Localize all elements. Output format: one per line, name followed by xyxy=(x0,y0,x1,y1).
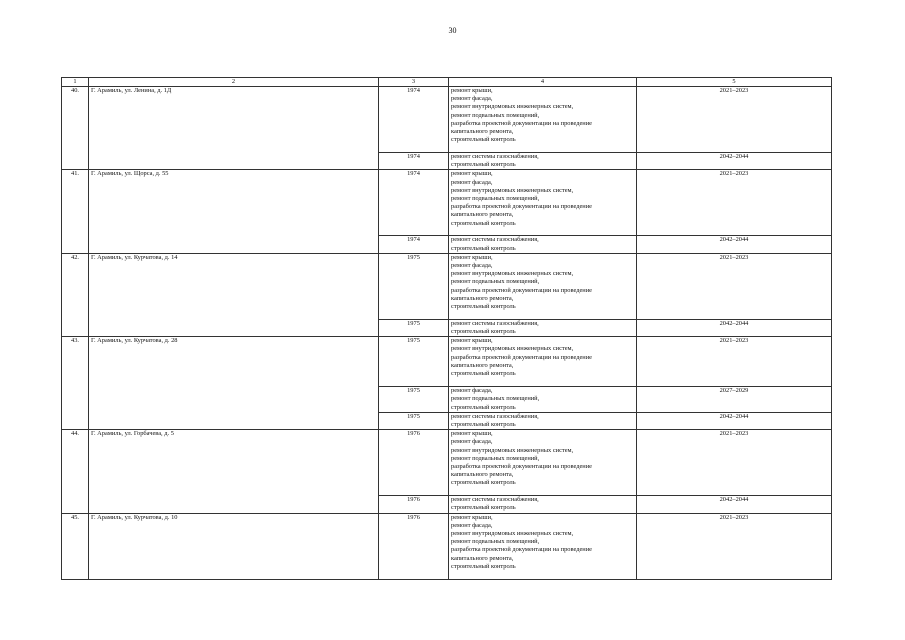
row-year: 1974 xyxy=(379,87,449,153)
work-item: ремонт внутридомовых инженерных систем, xyxy=(451,530,574,538)
table-row xyxy=(62,513,832,579)
row-address: Г. Арамиль, ул. Курчатова, д. 28 xyxy=(89,337,379,430)
row-year: 1976 xyxy=(379,496,449,513)
work-item: ремонт внутридомовых инженерных систем, xyxy=(451,103,574,111)
work-item: ремонт подвальных помещений, xyxy=(451,278,540,286)
row-period: 2021–2023 xyxy=(637,430,832,496)
work-item: ремонт фасада, xyxy=(451,178,493,186)
row-period: 2021–2023 xyxy=(637,337,832,387)
work-item: ремонт внутридомовых инженерных систем, xyxy=(451,270,574,278)
table-row xyxy=(62,87,832,153)
work-item: ремонт внутридомовых инженерных систем, xyxy=(451,345,574,353)
row-year: 1975 xyxy=(379,253,449,319)
work-item: строительный контроль xyxy=(451,504,516,512)
row-address: Г. Арамиль, ул. Горбачева, д. 5 xyxy=(89,430,379,513)
row-period: 2021–2023 xyxy=(637,170,832,236)
row-works xyxy=(449,319,637,336)
row-period: 2042–2044 xyxy=(637,319,832,336)
row-year: 1974 xyxy=(379,236,449,253)
row-works xyxy=(449,387,637,413)
work-item: ремонт системы газоснабжения, xyxy=(451,319,539,327)
row-works xyxy=(449,170,637,236)
work-item: разработка проектной документации на проведение xyxy=(451,119,592,127)
work-item: ремонт внутридомовых инженерных систем, xyxy=(451,186,574,194)
work-item: ремонт внутридомовых инженерных систем, xyxy=(451,446,574,454)
row-period: 2042–2044 xyxy=(637,496,832,513)
row-year: 1976 xyxy=(379,513,449,579)
row-works xyxy=(449,496,637,513)
table-row xyxy=(62,337,832,387)
header-col-1: 1 xyxy=(62,78,89,87)
row-number: 43. xyxy=(62,337,89,430)
row-works xyxy=(449,87,637,153)
row-year: 1976 xyxy=(379,430,449,496)
row-period: 2027–2029 xyxy=(637,387,832,413)
work-item: ремонт системы газоснабжения, xyxy=(451,412,539,420)
row-year: 1975 xyxy=(379,337,449,387)
row-works xyxy=(449,153,637,170)
work-item: строительный контроль xyxy=(451,421,516,429)
work-item: строительный контроль xyxy=(451,303,516,311)
row-period: 2042–2044 xyxy=(637,236,832,253)
work-item: ремонт фасада, xyxy=(451,95,493,103)
row-works xyxy=(449,430,637,496)
table-row xyxy=(62,170,832,236)
row-year: 1975 xyxy=(379,412,449,429)
table-row xyxy=(62,430,832,496)
work-item: разработка проектной документации на проведение xyxy=(451,203,592,211)
row-period: 2021–2023 xyxy=(637,87,832,153)
row-period: 2042–2044 xyxy=(637,412,832,429)
row-year: 1974 xyxy=(379,170,449,236)
work-item: ремонт крыши, xyxy=(451,337,493,345)
row-year: 1974 xyxy=(379,153,449,170)
work-item: строительный контроль xyxy=(451,219,516,227)
work-item: ремонт подвальных помещений, xyxy=(451,195,540,203)
work-item: ремонт крыши, xyxy=(451,430,493,438)
row-works xyxy=(449,253,637,319)
row-number: 44. xyxy=(62,430,89,513)
row-period: 2042–2044 xyxy=(637,153,832,170)
row-address: Г. Арамиль, ул. Курчатова, д. 14 xyxy=(89,253,379,336)
work-item: строительный контроль xyxy=(451,328,516,336)
table-header-row xyxy=(62,78,832,87)
work-item: ремонт крыши, xyxy=(451,253,493,261)
work-item: строительный контроль xyxy=(451,370,516,378)
work-item: капитального ремонта, xyxy=(451,361,514,369)
row-year: 1975 xyxy=(379,319,449,336)
work-item: капитального ремонта, xyxy=(451,128,514,136)
row-address: Г. Арамиль, ул. Курчатова, д. 10 xyxy=(89,513,379,579)
work-item: строительный контроль xyxy=(451,403,516,411)
table-row xyxy=(62,253,832,319)
work-item: строительный контроль xyxy=(451,136,516,144)
row-number: 45. xyxy=(62,513,89,579)
work-item: капитального ремонта, xyxy=(451,294,514,302)
work-item: ремонт системы газоснабжения, xyxy=(451,236,539,244)
header-col-4: 4 xyxy=(449,78,637,87)
row-address: Г. Арамиль, ул. Ленина, д. 1Д xyxy=(89,87,379,170)
page-number: 30 xyxy=(448,26,457,35)
work-item: ремонт крыши, xyxy=(451,513,493,521)
work-item: строительный контроль xyxy=(451,479,516,487)
work-item: ремонт фасада, xyxy=(451,262,493,270)
work-item: ремонт крыши, xyxy=(451,170,493,178)
work-item: ремонт фасада, xyxy=(451,438,493,446)
work-item: строительный контроль xyxy=(451,244,516,252)
work-item: ремонт системы газоснабжения, xyxy=(451,496,539,504)
work-item: ремонт подвальных помещений, xyxy=(451,454,540,462)
row-works xyxy=(449,236,637,253)
row-period: 2021–2023 xyxy=(637,253,832,319)
work-item: ремонт фасада, xyxy=(451,521,493,529)
work-item: ремонт подвальных помещений, xyxy=(451,395,540,403)
work-item: ремонт фасада, xyxy=(451,387,493,395)
row-works xyxy=(449,513,637,579)
row-year: 1975 xyxy=(379,387,449,413)
work-item: разработка проектной документации на проведение xyxy=(451,463,592,471)
header-col-2: 2 xyxy=(89,78,379,87)
row-number: 42. xyxy=(62,253,89,336)
row-address: Г. Арамиль, ул. Щорса, д. 55 xyxy=(89,170,379,253)
work-item: капитального ремонта, xyxy=(451,471,514,479)
work-item: ремонт крыши, xyxy=(451,87,493,94)
row-number: 40. xyxy=(62,87,89,170)
work-item: строительный контроль xyxy=(451,161,516,169)
work-item: разработка проектной документации на проведение xyxy=(451,546,592,554)
repair-schedule-table xyxy=(61,77,832,580)
row-works xyxy=(449,412,637,429)
work-item: разработка проектной документации на проведение xyxy=(451,286,592,294)
header-col-3: 3 xyxy=(379,78,449,87)
row-number: 41. xyxy=(62,170,89,253)
work-item: строительный контроль xyxy=(451,562,516,570)
work-item: ремонт подвальных помещений, xyxy=(451,111,540,119)
header-col-5: 5 xyxy=(637,78,832,87)
work-item: капитального ремонта, xyxy=(451,211,514,219)
work-item: ремонт системы газоснабжения, xyxy=(451,153,539,160)
work-item: ремонт подвальных помещений, xyxy=(451,538,540,546)
row-works xyxy=(449,337,637,387)
work-item: разработка проектной документации на проведение xyxy=(451,353,592,361)
work-item: капитального ремонта, xyxy=(451,554,514,562)
row-period: 2021–2023 xyxy=(637,513,832,579)
